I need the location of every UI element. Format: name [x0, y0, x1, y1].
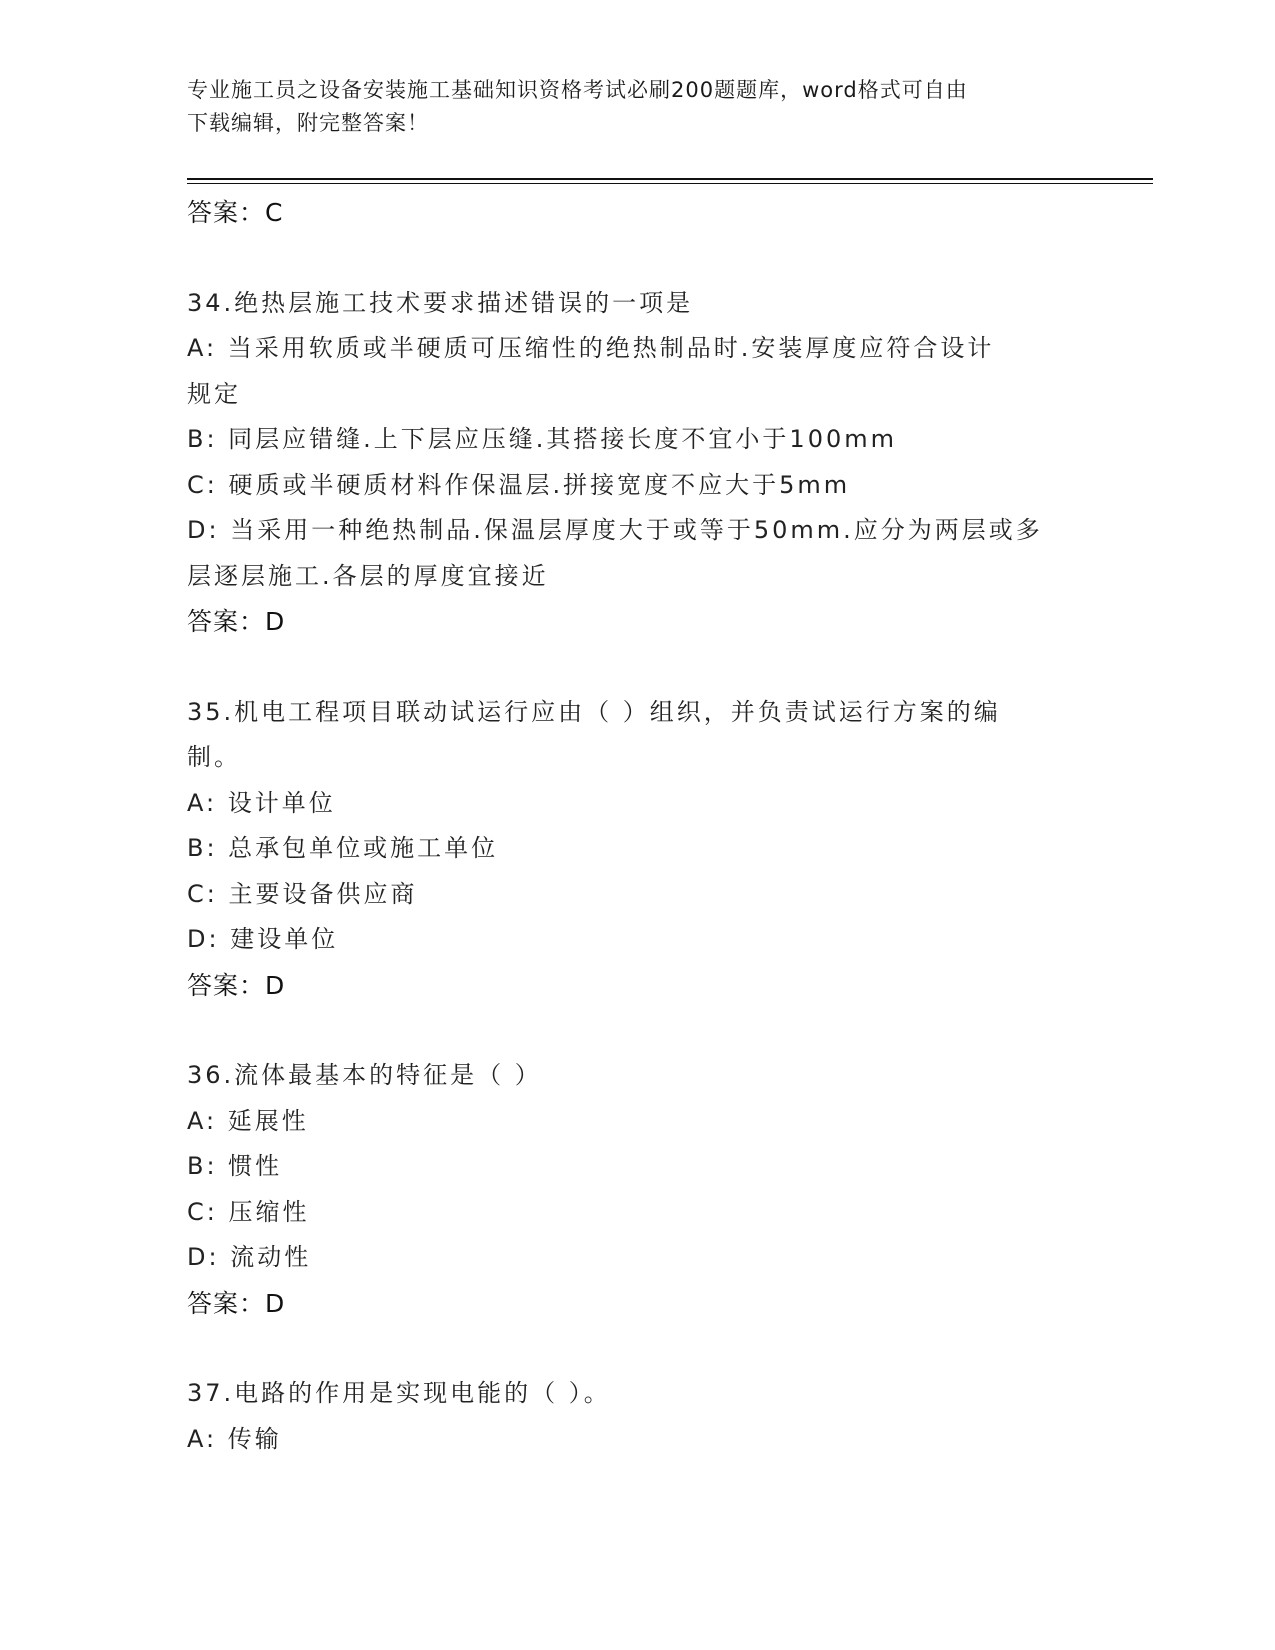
question-34-option-b: B: 同层应错缝.上下层应压缝.其搭接长度不宜小于100mm [187, 425, 898, 453]
question-34-option-d-line-2: 层逐层施工.各层的厚度宜接近 [187, 561, 549, 590]
header-rule-thick [187, 178, 1153, 180]
question-35-answer: 答案：D [187, 970, 286, 1000]
question-35-text-line-1: 35.机电工程项目联动试运行应由（ ）组织，并负责试运行方案的编 [187, 697, 1001, 726]
header-line-2: 下载编辑，附完整答案！ [187, 111, 429, 135]
spacer [187, 1326, 1087, 1371]
question-content [187, 190, 1087, 1462]
question-34-text: 34.绝热层施工技术要求描述错误的一项是 [187, 288, 694, 317]
question-37 [187, 1371, 1087, 1462]
header-line-1: 专业施工员之设备安装施工基础知识资格考试必刷200题题库，word格式可自由 [187, 78, 968, 102]
header-rule-thin [187, 183, 1153, 184]
spacer [187, 645, 1087, 690]
previous-answer: 答案：C [187, 198, 284, 227]
question-34 [187, 281, 1087, 645]
question-36-option-c: C: 压缩性 [187, 1197, 310, 1226]
question-36-option-b: B: 惯性 [187, 1152, 283, 1180]
spacer [187, 236, 1087, 281]
question-34-answer: 答案：D [187, 607, 286, 636]
question-37-option-a: A: 传输 [187, 1424, 282, 1453]
question-35-text-line-2: 制。 [187, 743, 241, 771]
spacer [187, 1008, 1087, 1053]
question-34-option-a-line-2: 规定 [187, 379, 241, 408]
question-34-option-d-line-1: D: 当采用一种绝热制品.保温层厚度大于或等于50mm.应分为两层或多 [187, 516, 1043, 544]
question-35-option-a: A: 设计单位 [187, 788, 336, 817]
question-36 [187, 1053, 1087, 1326]
question-35-option-c: C: 主要设备供应商 [187, 879, 418, 908]
document-header [187, 74, 1087, 140]
question-34-option-a-line-1: A: 当采用软质或半硬质可压缩性的绝热制品时.安装厚度应符合设计 [187, 334, 995, 362]
question-35-option-b: B: 总承包单位或施工单位 [187, 834, 499, 862]
question-35-option-d: D: 建设单位 [187, 925, 339, 953]
question-36-answer: 答案：D [187, 1288, 286, 1318]
question-36-option-d: D: 流动性 [187, 1243, 312, 1271]
question-36-option-a: A: 延展性 [187, 1106, 309, 1135]
question-36-text: 36.流体最基本的特征是（ ） [187, 1061, 542, 1089]
question-34-option-c: C: 硬质或半硬质材料作保温层.拼接宽度不应大于5mm [187, 470, 851, 499]
question-35 [187, 690, 1087, 1009]
question-37-text: 37.电路的作用是实现电能的（ ）。 [187, 1379, 611, 1407]
